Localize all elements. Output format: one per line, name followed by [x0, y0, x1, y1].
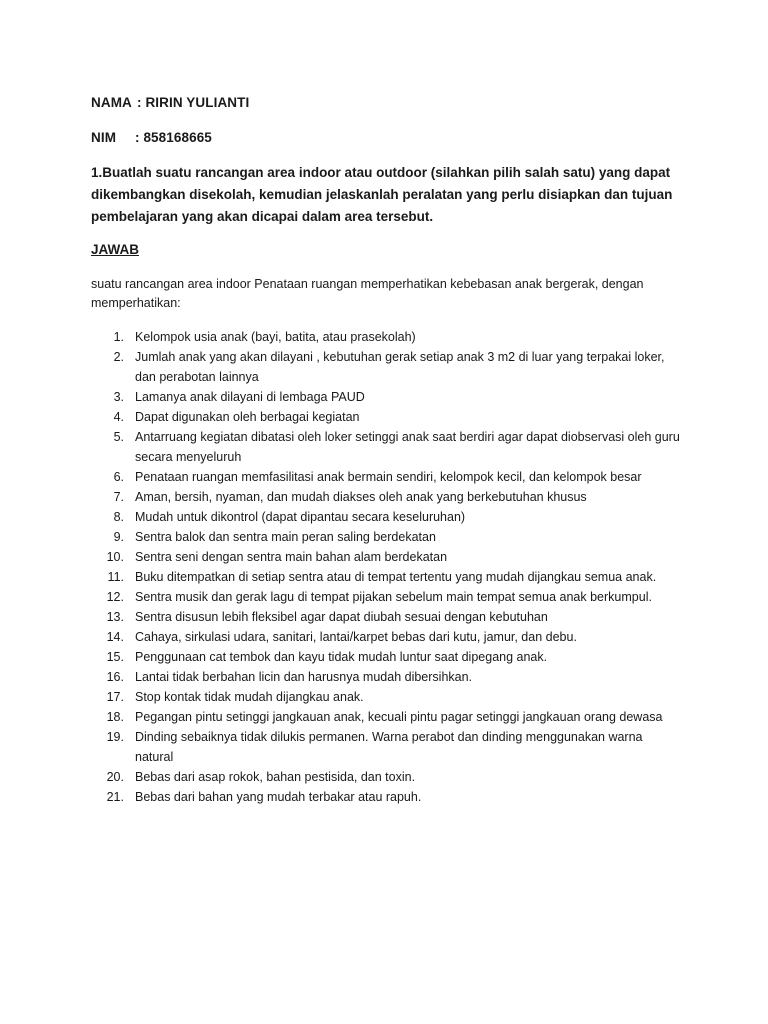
list-item [91, 327, 681, 347]
list-item-number: 3. [113, 390, 124, 404]
list-item-number: 12. [106, 590, 124, 604]
list-item-text: Cahaya, sirkulasi udara, sanitari, lantai/karpet bebas dari kutu, jamur, dan debu. [135, 630, 577, 644]
list-item [91, 627, 681, 647]
list-item-text: Dinding sebaiknya tidak dilukis permanen. Warna perabot dan dinding menggunakan warna natural [135, 730, 643, 764]
list-item-number: 18. [106, 710, 124, 724]
answer-intro: suatu rancangan area indoor Penataan ruangan memperhatikan kebebasan anak bergerak, dengan memperhatikan: [91, 277, 644, 310]
list-item-text: Sentra balok dan sentra main peran saling berdekatan [135, 530, 436, 544]
list-item-text: Sentra seni dengan sentra main bahan alam berdekatan [135, 550, 448, 564]
list-item-number: 1. [113, 330, 124, 344]
list-item-text: Bebas dari asap rokok, bahan pestisida, dan toxin. [135, 770, 416, 784]
list-item-text: Stop kontak tidak mudah dijangkau anak. [135, 690, 364, 704]
list-item-number: 8. [113, 510, 124, 524]
list-item [91, 467, 681, 487]
list-item-text: Mudah untuk dikontrol (dapat dipantau secara keseluruhan) [135, 510, 466, 524]
list-item [91, 547, 681, 567]
nama-line [91, 95, 249, 110]
list-item [91, 347, 681, 387]
list-item-text: Penataan ruangan memfasilitasi anak bermain sendiri, kelompok kecil, dan kelompok besar [135, 470, 642, 484]
list-item-number: 6. [113, 470, 124, 484]
list-item-number: 15. [106, 650, 124, 664]
list-item-number: 19. [106, 730, 124, 744]
list-item-text: Aman, bersih, nyaman, dan mudah diakses oleh anak yang berkebutuhan khusus [135, 490, 587, 504]
nim-value: : 858168665 [135, 130, 212, 145]
list-item-text: Dapat digunakan oleh berbagai kegiatan [135, 410, 360, 424]
list-item [91, 667, 681, 687]
list-item [91, 647, 681, 667]
criteria-list [91, 327, 681, 807]
answer-heading: JAWAB [91, 242, 140, 257]
list-item-text: Bebas dari bahan yang mudah terbakar atau rapuh. [135, 790, 422, 804]
list-item [91, 387, 681, 407]
list-item [91, 487, 681, 507]
list-item-number: 13. [106, 610, 124, 624]
list-item-number: 10. [106, 550, 124, 564]
list-item-text: Penggunaan cat tembok dan kayu tidak mudah luntur saat dipegang anak. [135, 650, 548, 664]
list-item [91, 527, 681, 547]
list-item [91, 787, 681, 807]
list-item-number: 11. [107, 570, 124, 584]
list-item [91, 587, 681, 607]
list-item-text: Pegangan pintu setinggi jangkauan anak, kecuali pintu pagar setinggi jangkauan orang dewasa [135, 710, 663, 724]
list-item-number: 21. [106, 790, 124, 804]
list-item-text: Buku ditempatkan di setiap sentra atau di tempat tertentu yang mudah dijangkau semua anak. [135, 570, 657, 584]
nim-label: NIM [91, 130, 117, 145]
list-item-number: 16. [106, 670, 124, 684]
list-item-number: 17. [106, 690, 124, 704]
list-item-number: 5. [113, 430, 124, 444]
list-item [91, 427, 681, 467]
list-item-text: Sentra musik dan gerak lagu di tempat pijakan sebelum main tempat semua anak berkumpul. [135, 590, 652, 604]
list-item [91, 407, 681, 427]
list-item-text: Lantai tidak berbahan licin dan harusnya mudah dibersihkan. [135, 670, 473, 684]
nim-line [91, 130, 212, 145]
list-item [91, 567, 681, 587]
nama-value: : RIRIN YULIANTI [137, 95, 250, 110]
list-item [91, 767, 681, 787]
list-item [91, 727, 681, 767]
list-item-number: 2. [113, 350, 124, 364]
list-item [91, 707, 681, 727]
list-item-text: Lamanya anak dilayani di lembaga PAUD [135, 390, 365, 404]
list-item-text: Jumlah anak yang akan dilayani , kebutuhan gerak setiap anak 3 m2 di luar yang terpakai loker, dan perabotan lainnya [135, 350, 665, 384]
list-item [91, 507, 681, 527]
question-text: 1.Buatlah suatu rancangan area indoor atau outdoor (silahkan pilih salah satu) yang dapat dikembangkan disekolah, kemudian jelaskanlah peralatan yang perlu disiapkan dan tujuan pembelajaran yang akan dicapai dalam area tersebut. [91, 165, 673, 224]
list-item-text: Antarruang kegiatan dibatasi oleh loker setinggi anak saat berdiri agar dapat diobservasi oleh guru secara menyeluruh [135, 430, 680, 464]
list-item [91, 607, 681, 627]
nama-label: NAMA [91, 95, 132, 110]
list-item-number: 14. [106, 630, 124, 644]
list-item-text: Kelompok usia anak (bayi, batita, atau prasekolah) [135, 330, 416, 344]
list-item-number: 9. [113, 530, 124, 544]
list-item [91, 687, 681, 707]
list-item-number: 4. [113, 410, 124, 424]
list-item-text: Sentra disusun lebih fleksibel agar dapat diubah sesuai dengan kebutuhan [135, 610, 548, 624]
list-item-number: 7. [113, 490, 124, 504]
list-item-number: 20. [106, 770, 124, 784]
